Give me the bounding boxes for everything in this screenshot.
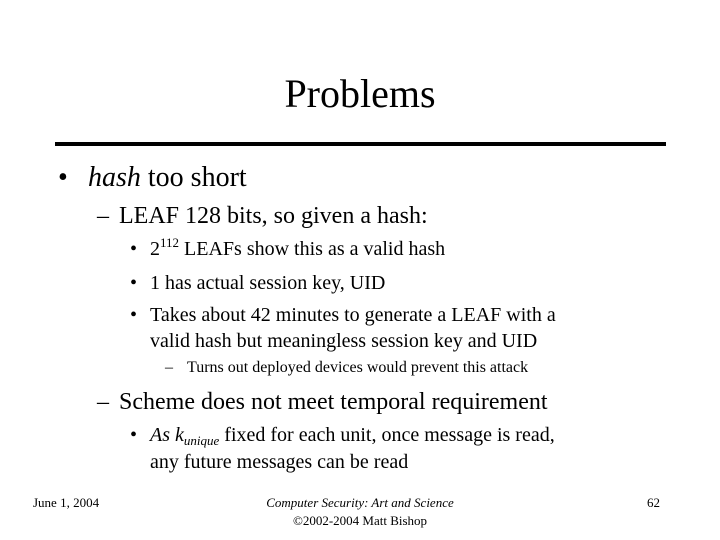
footer-page-number: 62: [647, 495, 660, 510]
hash-italic: hash: [88, 162, 141, 193]
footer-copyright: ©2002-2004 Matt Bishop: [292, 513, 428, 528]
footer-course: [200, 494, 520, 530]
bullet-marker: •: [58, 162, 68, 193]
item-text-line1: Takes about 42 minutes to generate a LEAF with a: [150, 304, 556, 326]
k-variable: k: [175, 424, 184, 446]
bullet-marker: •: [130, 238, 138, 260]
dash-marker: –: [97, 203, 109, 229]
footer-course-title: Computer Security: Art and Science: [266, 495, 454, 510]
dash-marker: –: [97, 389, 109, 415]
subbullet-text: Scheme does not meet temporal requirement: [119, 389, 548, 415]
item-text-line2: valid hash but meaningless session key and UID: [150, 330, 538, 352]
as-text: As: [150, 424, 175, 446]
exponent: 112: [160, 235, 180, 250]
title-divider: [55, 142, 666, 146]
base-number: 2: [150, 238, 160, 260]
bullet-text: too short: [140, 162, 247, 193]
item-text-line2: any future messages can be read: [150, 451, 409, 473]
note-text: Turns out deployed devices would prevent this attack: [187, 359, 529, 376]
k-subscript: unique: [183, 433, 220, 448]
item-text: 1 has actual session key, UID: [150, 272, 386, 294]
bullet-marker: •: [130, 304, 138, 326]
dash-marker: –: [165, 359, 173, 376]
footer-date: June 1, 2004: [33, 495, 100, 510]
slide-title: Problems: [284, 71, 436, 116]
item-text-line1: fixed for each unit, once message is read,: [219, 424, 555, 446]
bullet-marker: •: [130, 272, 138, 294]
subbullet-text: LEAF 128 bits, so given a hash:: [119, 203, 428, 229]
item-text: LEAFs show this as a valid hash: [179, 238, 446, 260]
bullet-marker: •: [130, 424, 138, 446]
